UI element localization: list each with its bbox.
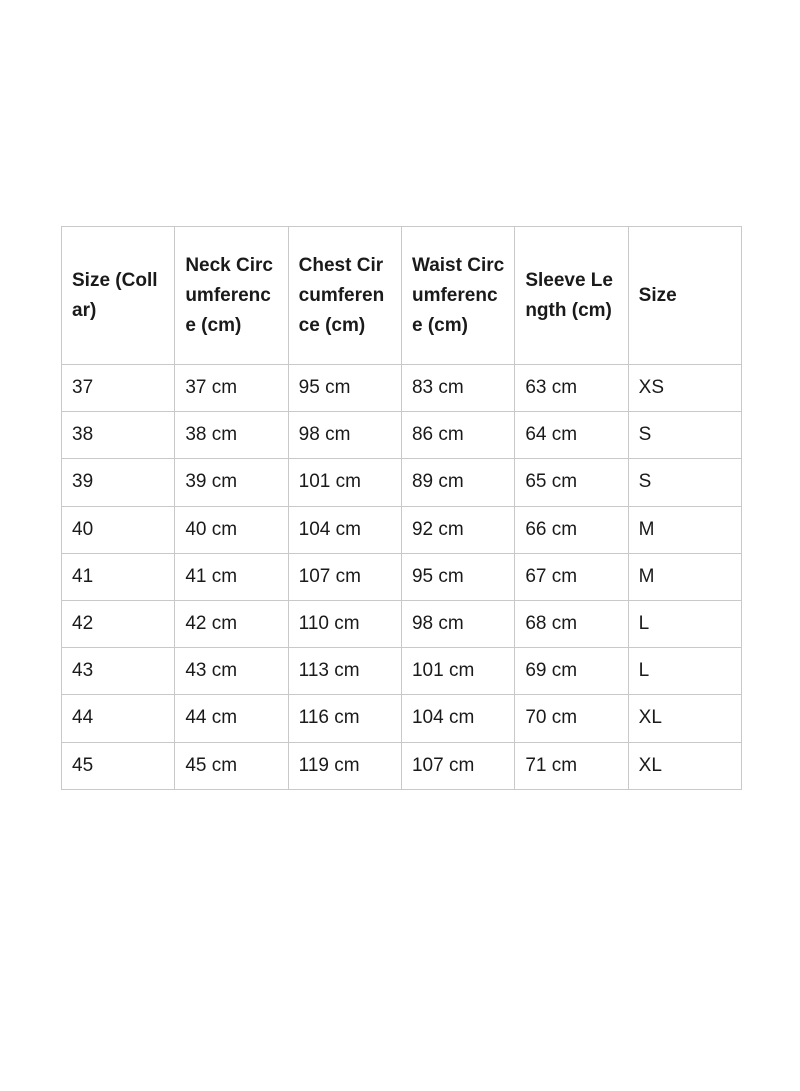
table-row xyxy=(62,553,742,600)
cell-waist: 101 cm xyxy=(401,648,514,695)
cell-size-collar: 40 xyxy=(62,506,175,553)
cell-chest: 101 cm xyxy=(288,459,401,506)
cell-size: S xyxy=(628,412,741,459)
cell-size: XL xyxy=(628,742,741,789)
cell-sleeve: 69 cm xyxy=(515,648,628,695)
cell-neck: 42 cm xyxy=(175,600,288,647)
cell-neck: 45 cm xyxy=(175,742,288,789)
cell-sleeve: 71 cm xyxy=(515,742,628,789)
cell-chest: 119 cm xyxy=(288,742,401,789)
cell-sleeve: 70 cm xyxy=(515,695,628,742)
cell-size-collar: 39 xyxy=(62,459,175,506)
cell-size-collar: 44 xyxy=(62,695,175,742)
size-chart-table xyxy=(61,226,742,790)
cell-sleeve: 63 cm xyxy=(515,365,628,412)
header-neck-circumference: Neck Circumference (cm) xyxy=(175,227,288,365)
cell-size-collar: 41 xyxy=(62,553,175,600)
table-row xyxy=(62,648,742,695)
cell-size-collar: 42 xyxy=(62,600,175,647)
cell-size: XL xyxy=(628,695,741,742)
header-sleeve-length: Sleeve Length (cm) xyxy=(515,227,628,365)
cell-neck: 41 cm xyxy=(175,553,288,600)
cell-sleeve: 64 cm xyxy=(515,412,628,459)
cell-neck: 39 cm xyxy=(175,459,288,506)
table-row xyxy=(62,695,742,742)
cell-chest: 95 cm xyxy=(288,365,401,412)
cell-size-collar: 38 xyxy=(62,412,175,459)
cell-waist: 86 cm xyxy=(401,412,514,459)
table-row xyxy=(62,742,742,789)
cell-size-collar: 37 xyxy=(62,365,175,412)
cell-waist: 89 cm xyxy=(401,459,514,506)
cell-size: M xyxy=(628,506,741,553)
cell-waist: 95 cm xyxy=(401,553,514,600)
cell-neck: 37 cm xyxy=(175,365,288,412)
cell-size: L xyxy=(628,648,741,695)
table-body xyxy=(62,365,742,790)
header-size: Size xyxy=(628,227,741,365)
cell-waist: 98 cm xyxy=(401,600,514,647)
table-row xyxy=(62,600,742,647)
cell-neck: 43 cm xyxy=(175,648,288,695)
cell-waist: 83 cm xyxy=(401,365,514,412)
cell-sleeve: 67 cm xyxy=(515,553,628,600)
cell-size: M xyxy=(628,553,741,600)
header-chest-circumference: Chest Circumference (cm) xyxy=(288,227,401,365)
cell-chest: 110 cm xyxy=(288,600,401,647)
cell-size: XS xyxy=(628,365,741,412)
header-size-collar: Size (Collar) xyxy=(62,227,175,365)
cell-neck: 38 cm xyxy=(175,412,288,459)
header-row xyxy=(62,227,742,365)
cell-size: S xyxy=(628,459,741,506)
table-header xyxy=(62,227,742,365)
cell-chest: 107 cm xyxy=(288,553,401,600)
cell-neck: 44 cm xyxy=(175,695,288,742)
cell-neck: 40 cm xyxy=(175,506,288,553)
cell-chest: 104 cm xyxy=(288,506,401,553)
cell-waist: 104 cm xyxy=(401,695,514,742)
cell-sleeve: 66 cm xyxy=(515,506,628,553)
cell-waist: 107 cm xyxy=(401,742,514,789)
header-waist-circumference: Waist Circumference (cm) xyxy=(401,227,514,365)
cell-chest: 113 cm xyxy=(288,648,401,695)
cell-size: L xyxy=(628,600,741,647)
cell-size-collar: 45 xyxy=(62,742,175,789)
cell-waist: 92 cm xyxy=(401,506,514,553)
cell-size-collar: 43 xyxy=(62,648,175,695)
cell-chest: 98 cm xyxy=(288,412,401,459)
cell-sleeve: 68 cm xyxy=(515,600,628,647)
table-row xyxy=(62,506,742,553)
cell-chest: 116 cm xyxy=(288,695,401,742)
table-row xyxy=(62,412,742,459)
table-row xyxy=(62,459,742,506)
cell-sleeve: 65 cm xyxy=(515,459,628,506)
table-row xyxy=(62,365,742,412)
